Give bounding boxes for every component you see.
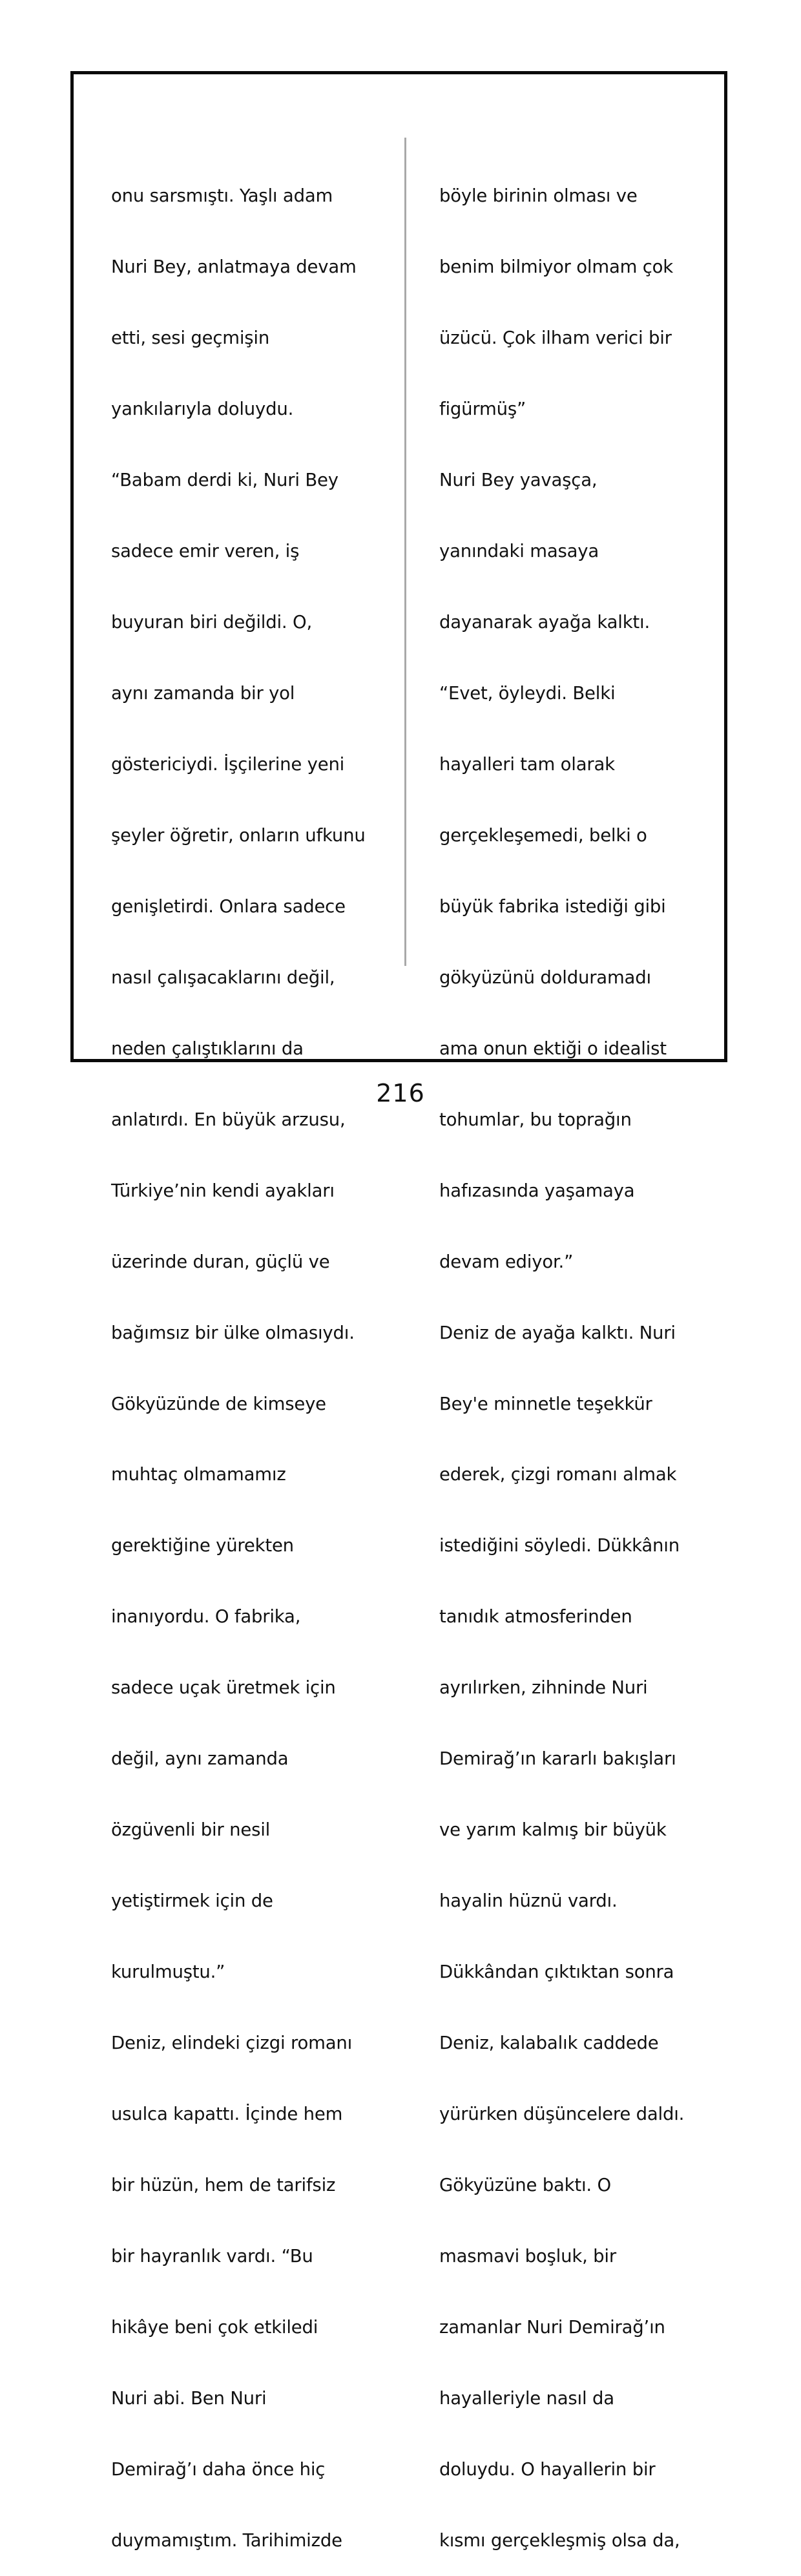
text-line: muhtaç olmamamız bbox=[111, 1464, 286, 1485]
text-line: tohumlar, bu toprağın bbox=[439, 1109, 632, 1130]
text-column-right bbox=[439, 137, 711, 2576]
text-line: “Babam derdi ki, Nuri Bey bbox=[111, 470, 338, 491]
text-line: büyük fabrika istediği gibi bbox=[439, 895, 666, 917]
text-line: sadece emir veren, iş bbox=[111, 541, 300, 562]
page-number: 216 bbox=[376, 1079, 425, 1107]
text-line: neden çalıştıklarını da bbox=[111, 1038, 304, 1059]
text-line: yetiştirmek için de bbox=[111, 1890, 273, 1912]
text-line: kısmı gerçekleşmiş olsa da, bbox=[439, 2529, 680, 2551]
text-line: hikâye beni çok etkiledi bbox=[111, 2316, 318, 2338]
text-line: gerektiğine yürekten bbox=[111, 1535, 294, 1556]
text-line: nasıl çalışacaklarını değil, bbox=[111, 967, 335, 988]
text-line: etti, sesi geçmişin bbox=[111, 328, 270, 349]
text-line: Türkiye’nin kendi ayakları bbox=[111, 1180, 335, 1201]
text-line: Nuri Bey, anlatmaya devam bbox=[111, 257, 357, 278]
text-line: Bey'e minnetle teşekkür bbox=[439, 1393, 652, 1414]
text-line: gerçekleşemedi, belki o bbox=[439, 824, 647, 846]
text-line: göstericiydi. İşçilerine yeni bbox=[111, 753, 345, 775]
text-line: hayalin hüznü vardı. bbox=[439, 1890, 618, 1912]
text-line: üzerinde duran, güçlü ve bbox=[111, 1251, 330, 1272]
text-line: figürmüş” bbox=[439, 399, 526, 420]
text-line: usulca kapattı. İçinde hem bbox=[111, 2104, 343, 2125]
text-line: devam ediyor.” bbox=[439, 1251, 574, 1272]
text-line: duymamıştım. Tarihimizde bbox=[111, 2529, 342, 2551]
text-line: üzücü. Çok ilham verici bir bbox=[439, 328, 672, 349]
text-line: hayalleri tam olarak bbox=[439, 753, 615, 775]
text-line: yankılarıyla doluydu. bbox=[111, 399, 294, 420]
text-line: Gökyüzüne baktı. O bbox=[439, 2175, 611, 2195]
text-line: inanıyordu. O fabrika, bbox=[111, 1606, 301, 1628]
text-line: genişletirdi. Onlara sadece bbox=[111, 895, 346, 917]
text-line: aynı zamanda bir yol bbox=[111, 682, 295, 704]
text-line: Demirağ’ı daha önce hiç bbox=[111, 2458, 326, 2480]
text-line: anlatırdı. En büyük arzusu, bbox=[111, 1109, 346, 1130]
text-line: buyuran biri değildi. O, bbox=[111, 612, 312, 633]
text-line: onu sarsmıştı. Yaşlı adam bbox=[111, 185, 333, 207]
text-line: yürürken düşüncelere daldı. bbox=[439, 2104, 685, 2125]
text-line: hayalleriyle nasıl da bbox=[439, 2387, 614, 2409]
text-line: ayrılırken, zihninde Nuri bbox=[439, 1677, 648, 1699]
text-line: Nuri Bey yavaşça, bbox=[439, 470, 598, 491]
text-line: bir hüzün, hem de tarifsiz bbox=[111, 2175, 336, 2195]
text-line: tanıdık atmosferinden bbox=[439, 1606, 632, 1628]
text-line: dayanarak ayağa kalktı. bbox=[439, 612, 650, 633]
text-line: değil, aynı zamanda bbox=[111, 1748, 289, 1770]
text-line: ama onun ektiği o idealist bbox=[439, 1038, 667, 1059]
text-line: Gökyüzünde de kimseye bbox=[111, 1393, 326, 1414]
text-line: doluydu. O hayallerin bir bbox=[439, 2458, 656, 2480]
column-divider bbox=[404, 138, 406, 966]
text-line: Nuri abi. Ben Nuri bbox=[111, 2387, 267, 2409]
text-line: sadece uçak üretmek için bbox=[111, 1677, 336, 1699]
text-line: “Evet, öyleydi. Belki bbox=[439, 682, 616, 704]
text-line: Dükkândan çıktıktan sonra bbox=[439, 1962, 674, 1983]
text-line: benim bilmiyor olmam çok bbox=[439, 257, 673, 278]
text-line: Deniz de ayağa kalktı. Nuri bbox=[439, 1322, 676, 1343]
text-line: kurulmuştu.” bbox=[111, 1962, 225, 1983]
text-line: Demirağ’ın kararlı bakışları bbox=[439, 1748, 676, 1770]
text-line: zamanlar Nuri Demirağ’ın bbox=[439, 2316, 665, 2338]
text-line: Deniz, kalabalık caddede bbox=[439, 2033, 659, 2054]
text-line: özgüvenli bir nesil bbox=[111, 1819, 271, 1841]
text-line: istediğini söyledi. Dükkânın bbox=[439, 1535, 680, 1556]
text-line: ederek, çizgi romanı almak bbox=[439, 1464, 677, 1485]
text-line: gökyüzünü dolduramadı bbox=[439, 967, 651, 988]
text-line: masmavi boşluk, bir bbox=[439, 2245, 616, 2267]
text-column-left bbox=[111, 137, 382, 2576]
text-line: bağımsız bir ülke olmasıydı. bbox=[111, 1322, 355, 1343]
text-line: böyle birinin olması ve bbox=[439, 185, 638, 207]
text-line: ve yarım kalmış bir büyük bbox=[439, 1819, 667, 1841]
text-line: bir hayranlık vardı. “Bu bbox=[111, 2245, 313, 2267]
text-line: şeyler öğretir, onların ufkunu bbox=[111, 824, 366, 846]
text-line: yanındaki masaya bbox=[439, 541, 599, 562]
text-line: Deniz, elindeki çizgi romanı bbox=[111, 2033, 353, 2054]
text-line: hafızasında yaşamaya bbox=[439, 1180, 635, 1201]
